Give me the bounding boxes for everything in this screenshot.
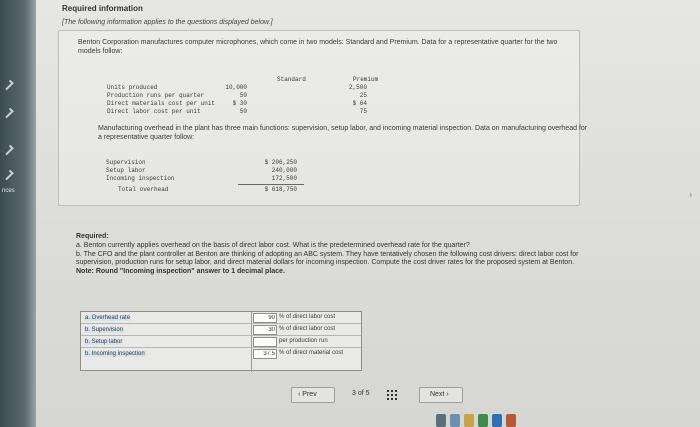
pagination — [291, 387, 471, 403]
next-button[interactable] — [419, 387, 463, 403]
required-information-subtitle: [The following information applies to the questions displayed below.] — [62, 19, 273, 26]
premium-value: $ 64 — [352, 100, 367, 107]
subtotal-rule — [238, 184, 304, 185]
check-icon — [3, 170, 14, 181]
row-value: $ 206,250 — [264, 159, 297, 166]
standard-value: $ 30 — [232, 100, 247, 107]
check-icon — [3, 145, 14, 156]
question-part-b: b. The CFO and the plant controller at Benton are thinking of adopting an ABC system. They have tentatively chosen the following cost drivers: direct labor cost for supervision, production runs for setup labor, and direct material dollars for incoming inspection. Compute the cost driver rates for the proposed system at Benton. — [76, 250, 579, 266]
table-row — [106, 159, 306, 167]
overhead-rate-input[interactable] — [253, 313, 277, 323]
question-text — [76, 242, 586, 276]
table-row — [107, 92, 437, 100]
app-icon[interactable] — [464, 414, 474, 427]
app-icon[interactable] — [450, 414, 460, 427]
standard-value: 50 — [239, 92, 247, 99]
overhead-intro-text: Manufacturing overhead in the plant has three main functions: supervision, setup labor, and incoming material inspection. Data on manufacturing overhead for a representative quarter follow: — [98, 125, 588, 141]
table-row — [106, 186, 306, 194]
chevron-left-icon: ‹ — [298, 391, 301, 398]
row-label: Units produced — [107, 84, 158, 91]
incoming-inspection-rate-input[interactable] — [253, 349, 277, 359]
app-icon[interactable] — [506, 414, 516, 427]
required-information-title: Required information — [62, 4, 143, 13]
column-header-premium: Premium — [353, 76, 379, 83]
chevron-right-icon: › — [446, 391, 449, 398]
supervision-rate-input[interactable] — [253, 325, 277, 335]
next-label: Next — [430, 391, 445, 398]
standard-value: 10,000 — [225, 84, 247, 91]
premium-value: 2,500 — [348, 84, 367, 91]
answer-row — [81, 312, 361, 324]
page-status: 3 of 5 — [352, 390, 370, 397]
row-value: 240,000 — [271, 167, 297, 174]
row-label: Total overhead — [118, 186, 169, 193]
answer-label: b. Supervision — [85, 327, 124, 333]
answer-unit: % of direct labor cost — [279, 326, 336, 332]
table-row — [106, 167, 306, 175]
row-label: Setup labor — [106, 167, 146, 174]
check-icon — [3, 80, 14, 91]
row-label: Incoming inspection — [106, 175, 175, 182]
row-label: Supervision — [106, 159, 146, 166]
grid-icon[interactable] — [387, 389, 398, 400]
required-heading: Required: — [76, 233, 109, 240]
row-label: Direct materials cost per unit — [107, 100, 216, 107]
column-header-standard: Standard — [277, 76, 306, 83]
standard-value: 50 — [239, 108, 247, 115]
table-row — [107, 100, 437, 108]
prev-button[interactable] — [291, 387, 335, 403]
rounding-note: Note: Round "Incoming inspection" answer to 1 decimal place. — [76, 267, 285, 275]
question-page — [36, 0, 700, 427]
row-label: Production runs per quarter — [107, 92, 205, 99]
table-row — [107, 108, 437, 116]
answer-row — [81, 324, 361, 336]
question-part-a: a. Benton currently applies overhead on the basis of direct labor cost. What is the predetermined overhead rate for the quarter? — [76, 242, 470, 249]
answer-label: b. Setup labor — [85, 339, 123, 345]
answer-unit: per production run — [279, 338, 328, 344]
premium-value: 75 — [359, 108, 367, 115]
answer-unit: % of direct material cost — [279, 350, 344, 356]
answer-label: a. Overhead rate — [85, 315, 131, 321]
answer-row — [81, 348, 361, 361]
intro-text: Benton Corporation manufactures computer microphones, which come in two models: Standard and Premium. Data for a representative quarter for the two models follow: — [78, 39, 558, 55]
side-label: nces — [2, 188, 15, 194]
chevron-right-icon: › — [689, 190, 692, 199]
left-side-panel — [0, 0, 36, 427]
row-value: 172,500 — [271, 175, 297, 182]
row-label: Direct labor cost per unit — [107, 108, 201, 115]
setup-labor-rate-input[interactable] — [253, 337, 277, 347]
app-icon[interactable] — [436, 414, 446, 427]
answer-table — [80, 311, 362, 371]
answer-row — [81, 336, 361, 348]
answer-unit: % of direct labor cost — [279, 314, 336, 320]
check-icon — [3, 108, 14, 119]
premium-value: 25 — [359, 92, 367, 99]
dock-icons — [436, 414, 676, 427]
app-icon[interactable] — [478, 414, 488, 427]
table-row — [107, 84, 437, 92]
answer-label: b. Incoming inspection — [85, 351, 145, 357]
prev-label: Prev — [302, 391, 317, 398]
row-value: $ 618,750 — [264, 186, 297, 193]
table-row — [106, 175, 306, 183]
app-icon[interactable] — [492, 414, 502, 427]
